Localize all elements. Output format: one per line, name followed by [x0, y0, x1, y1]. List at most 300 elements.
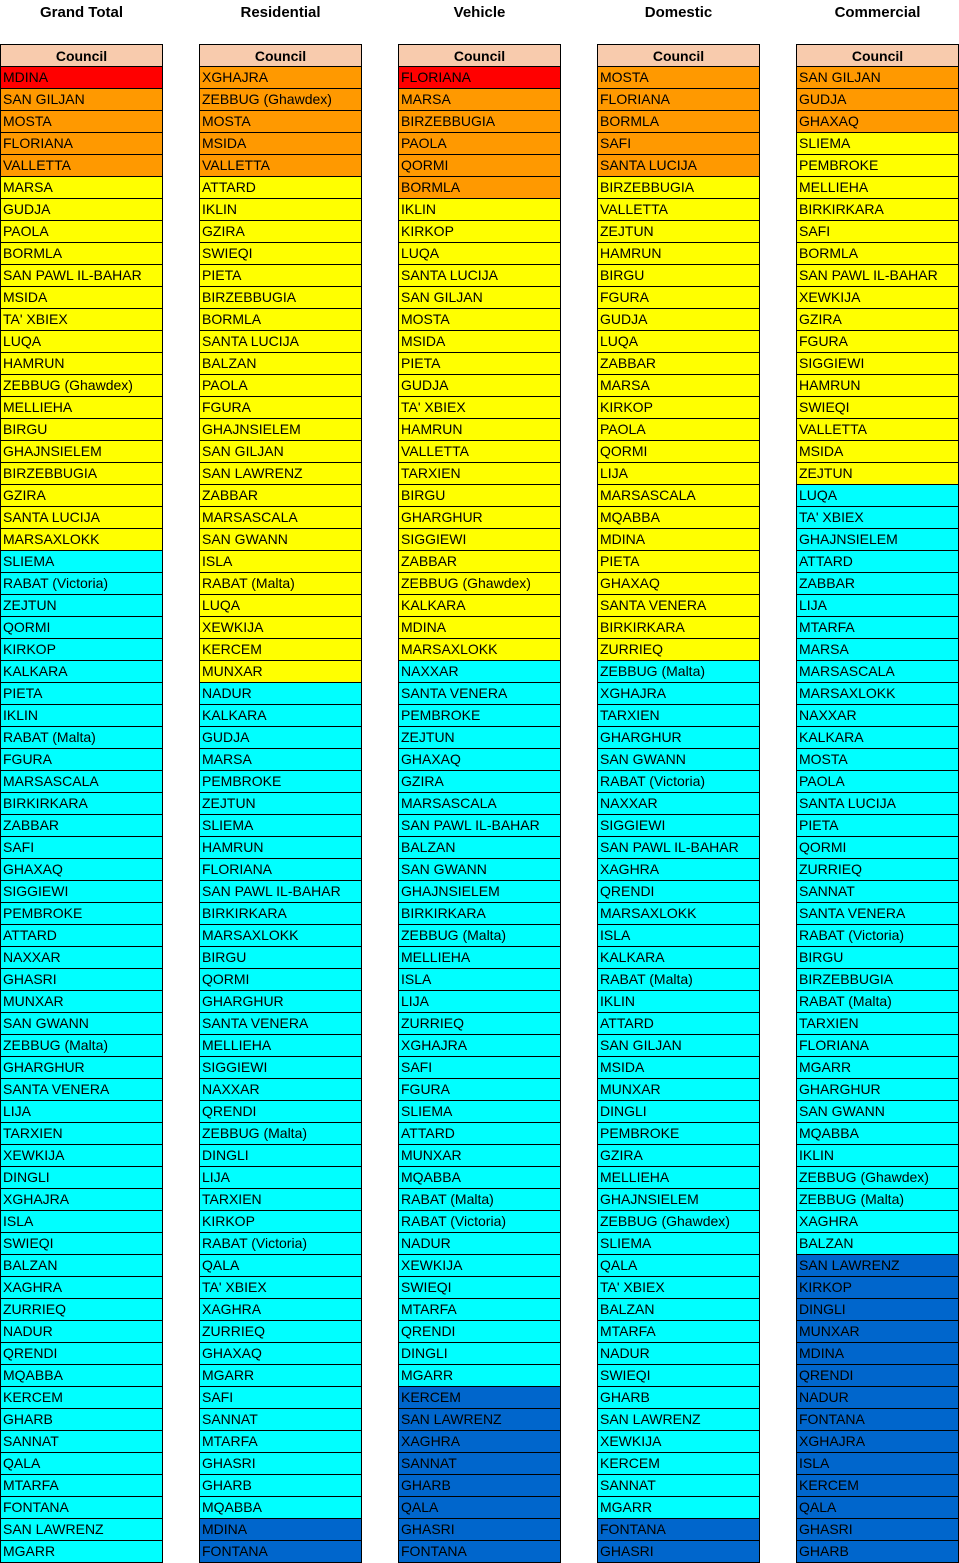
- council-row: SAN PAWL IL-BAHAR: [797, 265, 958, 287]
- council-row: ZEBBUG (Ghawdex): [797, 1167, 958, 1189]
- council-row: SLIEMA: [399, 1101, 560, 1123]
- council-row: SAN GWANN: [200, 529, 361, 551]
- council-row: PIETA: [797, 815, 958, 837]
- council-row: ATTARD: [1, 925, 162, 947]
- council-row: MARSAXLOKK: [399, 639, 560, 661]
- council-row: QRENDI: [200, 1101, 361, 1123]
- column-header: Council: [1, 45, 162, 67]
- council-row: MSIDA: [797, 441, 958, 463]
- council-row: KERCEM: [200, 639, 361, 661]
- council-row: ISLA: [1, 1211, 162, 1233]
- council-row: LIJA: [399, 991, 560, 1013]
- council-row: RABAT (Victoria): [200, 1233, 361, 1255]
- council-row: MTARFA: [797, 617, 958, 639]
- council-row: ZEBBUG (Malta): [399, 925, 560, 947]
- table-title: Domestic: [644, 4, 713, 21]
- council-row: FLORIANA: [399, 67, 560, 89]
- council-row: MELLIEHA: [1, 397, 162, 419]
- council-row: GZIRA: [399, 771, 560, 793]
- council-row: PIETA: [598, 551, 759, 573]
- council-row: SAN GILJAN: [399, 287, 560, 309]
- council-list: [796, 44, 959, 1563]
- council-row: PEMBROKE: [1, 903, 162, 925]
- council-row: KALKARA: [797, 727, 958, 749]
- council-row: HAMRUN: [1, 353, 162, 375]
- council-row: RABAT (Victoria): [399, 1211, 560, 1233]
- council-row: VALLETTA: [200, 155, 361, 177]
- table-title: Grand Total: [39, 4, 124, 21]
- council-row: TA' XBIEX: [399, 397, 560, 419]
- council-list: [398, 44, 561, 1563]
- council-row: BIRZEBBUGIA: [1, 463, 162, 485]
- council-row: BIRKIRKARA: [200, 903, 361, 925]
- council-row: GUDJA: [200, 727, 361, 749]
- council-row: PAOLA: [1, 221, 162, 243]
- council-row: KIRKOP: [200, 1211, 361, 1233]
- council-row: SAFI: [797, 221, 958, 243]
- council-row: MDINA: [598, 529, 759, 551]
- council-row: TA' XBIEX: [200, 1277, 361, 1299]
- council-row: NAXXAR: [1, 947, 162, 969]
- council-row: SAN GWANN: [1, 1013, 162, 1035]
- council-row: GZIRA: [598, 1145, 759, 1167]
- council-row: MQABBA: [1, 1365, 162, 1387]
- council-row: SIGGIEWI: [399, 529, 560, 551]
- council-row: MTARFA: [598, 1321, 759, 1343]
- council-row: MOSTA: [200, 111, 361, 133]
- council-row: QRENDI: [1, 1343, 162, 1365]
- council-row: SLIEMA: [200, 815, 361, 837]
- council-row: SANTA LUCIJA: [598, 155, 759, 177]
- council-row: FGURA: [1, 749, 162, 771]
- council-row: SIGGIEWI: [598, 815, 759, 837]
- council-row: ZEBBUG (Malta): [598, 661, 759, 683]
- council-row: TARXIEN: [1, 1123, 162, 1145]
- council-row: XEWKIJA: [1, 1145, 162, 1167]
- council-row: FLORIANA: [1, 133, 162, 155]
- council-row: SANTA LUCIJA: [1, 507, 162, 529]
- council-row: KERCEM: [598, 1453, 759, 1475]
- council-row: NAXXAR: [797, 705, 958, 727]
- council-row: NADUR: [200, 683, 361, 705]
- council-row: FONTANA: [200, 1541, 361, 1563]
- council-row: MELLIEHA: [797, 177, 958, 199]
- council-row: GHAJNSIELEM: [797, 529, 958, 551]
- council-row: DINGLI: [1, 1167, 162, 1189]
- council-row: MTARFA: [399, 1299, 560, 1321]
- council-row: HAMRUN: [399, 419, 560, 441]
- council-row: MARSA: [598, 375, 759, 397]
- council-row: SIGGIEWI: [200, 1057, 361, 1079]
- council-row: ZURRIEQ: [797, 859, 958, 881]
- council-row: MQABBA: [598, 507, 759, 529]
- council-row: MUNXAR: [399, 1145, 560, 1167]
- council-row: BIRZEBBUGIA: [200, 287, 361, 309]
- council-row: SAN LAWRENZ: [200, 463, 361, 485]
- council-row: SAFI: [200, 1387, 361, 1409]
- council-row: QALA: [200, 1255, 361, 1277]
- council-row: FONTANA: [1, 1497, 162, 1519]
- council-row: SAN GWANN: [399, 859, 560, 881]
- council-row: LIJA: [1, 1101, 162, 1123]
- column-header: Council: [598, 45, 759, 67]
- council-row: RABAT (Malta): [399, 1189, 560, 1211]
- council-row: ZEJTUN: [797, 463, 958, 485]
- council-list: [199, 44, 362, 1563]
- council-row: TARXIEN: [598, 705, 759, 727]
- council-row: ISLA: [399, 969, 560, 991]
- council-row: BALZAN: [1, 1255, 162, 1277]
- council-row: NAXXAR: [399, 661, 560, 683]
- council-row: ZURRIEQ: [1, 1299, 162, 1321]
- council-row: GUDJA: [598, 309, 759, 331]
- council-row: SANNAT: [797, 881, 958, 903]
- council-row: QRENDI: [598, 881, 759, 903]
- council-row: QRENDI: [399, 1321, 560, 1343]
- council-row: MGARR: [1, 1541, 162, 1563]
- council-row: BORMLA: [200, 309, 361, 331]
- council-row: BIRGU: [1, 419, 162, 441]
- council-row: MARSAXLOKK: [1, 529, 162, 551]
- council-row: PEMBROKE: [200, 771, 361, 793]
- council-row: QORMI: [1, 617, 162, 639]
- council-row: MSIDA: [399, 331, 560, 353]
- council-row: KERCEM: [1, 1387, 162, 1409]
- council-row: KIRKOP: [598, 397, 759, 419]
- council-list: [0, 44, 163, 1563]
- council-row: MQABBA: [797, 1123, 958, 1145]
- council-row: MELLIEHA: [598, 1167, 759, 1189]
- council-row: GHAJNSIELEM: [399, 881, 560, 903]
- council-row: XGHAJRA: [399, 1035, 560, 1057]
- council-row: FGURA: [399, 1079, 560, 1101]
- council-row: GHAXAQ: [598, 573, 759, 595]
- council-row: SAFI: [399, 1057, 560, 1079]
- council-row: TARXIEN: [200, 1189, 361, 1211]
- council-row: BIRGU: [200, 947, 361, 969]
- council-row: ZEBBUG (Malta): [1, 1035, 162, 1057]
- council-row: VALLETTA: [797, 419, 958, 441]
- council-row: KIRKOP: [1, 639, 162, 661]
- council-row: HAMRUN: [797, 375, 958, 397]
- council-row: ISLA: [598, 925, 759, 947]
- council-row: KALKARA: [399, 595, 560, 617]
- council-row: LUQA: [598, 331, 759, 353]
- council-row: MSIDA: [200, 133, 361, 155]
- council-row: ZEJTUN: [1, 595, 162, 617]
- council-row: MDINA: [797, 1343, 958, 1365]
- council-row: QALA: [399, 1497, 560, 1519]
- council-row: GHASRI: [598, 1541, 759, 1563]
- council-row: SAN PAWL IL-BAHAR: [399, 815, 560, 837]
- council-row: GHARGHUR: [797, 1079, 958, 1101]
- council-row: MARSASCALA: [399, 793, 560, 815]
- council-row: BALZAN: [200, 353, 361, 375]
- council-row: SANNAT: [598, 1475, 759, 1497]
- council-row: TARXIEN: [797, 1013, 958, 1035]
- council-row: GUDJA: [1, 199, 162, 221]
- council-row: MOSTA: [797, 749, 958, 771]
- council-row: PEMBROKE: [399, 705, 560, 727]
- council-row: ZEBBUG (Ghawdex): [200, 89, 361, 111]
- council-row: BIRGU: [399, 485, 560, 507]
- council-row: DINGLI: [399, 1343, 560, 1365]
- council-row: SAN LAWRENZ: [598, 1409, 759, 1431]
- council-row: MARSASCALA: [598, 485, 759, 507]
- council-row: MTARFA: [200, 1431, 361, 1453]
- council-row: MUNXAR: [598, 1079, 759, 1101]
- council-row: BORMLA: [399, 177, 560, 199]
- council-row: FLORIANA: [797, 1035, 958, 1057]
- council-row: SLIEMA: [797, 133, 958, 155]
- council-row: RABAT (Malta): [200, 573, 361, 595]
- council-row: KERCEM: [399, 1387, 560, 1409]
- column-header: Council: [200, 45, 361, 67]
- council-row: XGHAJRA: [797, 1431, 958, 1453]
- council-row: PIETA: [200, 265, 361, 287]
- council-row: PIETA: [1, 683, 162, 705]
- council-row: RABAT (Malta): [598, 969, 759, 991]
- council-row: IKLIN: [797, 1145, 958, 1167]
- council-row: PAOLA: [399, 133, 560, 155]
- council-row: FGURA: [598, 287, 759, 309]
- council-row: XAGHRA: [200, 1299, 361, 1321]
- council-row: BIRGU: [598, 265, 759, 287]
- council-list: [597, 44, 760, 1563]
- council-row: SAN LAWRENZ: [797, 1255, 958, 1277]
- council-row: SANTA VENERA: [598, 595, 759, 617]
- council-row: BORMLA: [1, 243, 162, 265]
- council-row: LUQA: [200, 595, 361, 617]
- council-row: MELLIEHA: [200, 1035, 361, 1057]
- council-row: SAFI: [598, 133, 759, 155]
- council-row: SAN LAWRENZ: [1, 1519, 162, 1541]
- council-row: ZABBAR: [1, 815, 162, 837]
- council-row: SAN LAWRENZ: [399, 1409, 560, 1431]
- council-row: DINGLI: [200, 1145, 361, 1167]
- council-row: MDINA: [200, 1519, 361, 1541]
- council-row: MUNXAR: [797, 1321, 958, 1343]
- council-row: MARSAXLOKK: [797, 683, 958, 705]
- council-row: QALA: [797, 1497, 958, 1519]
- council-row: SAN PAWL IL-BAHAR: [200, 881, 361, 903]
- council-row: KIRKOP: [399, 221, 560, 243]
- council-row: BIRZEBBUGIA: [797, 969, 958, 991]
- council-row: ZEBBUG (Malta): [200, 1123, 361, 1145]
- council-row: GZIRA: [797, 309, 958, 331]
- council-row: LUQA: [797, 485, 958, 507]
- council-row: ZEJTUN: [598, 221, 759, 243]
- council-row: SAN GWANN: [797, 1101, 958, 1123]
- council-row: SANNAT: [399, 1453, 560, 1475]
- council-row: SIGGIEWI: [797, 353, 958, 375]
- council-row: BIRGU: [797, 947, 958, 969]
- council-row: TA' XBIEX: [797, 507, 958, 529]
- council-row: SANTA LUCIJA: [200, 331, 361, 353]
- council-row: BIRKIRKARA: [399, 903, 560, 925]
- council-row: ZEJTUN: [200, 793, 361, 815]
- council-row: FONTANA: [598, 1519, 759, 1541]
- council-row: GHARB: [1, 1409, 162, 1431]
- council-row: MARSA: [200, 749, 361, 771]
- council-row: SWIEQI: [1, 1233, 162, 1255]
- council-row: XGHAJRA: [1, 1189, 162, 1211]
- council-row: QALA: [598, 1255, 759, 1277]
- council-row: BIRKIRKARA: [598, 617, 759, 639]
- council-row: QRENDI: [797, 1365, 958, 1387]
- council-row: GHAXAQ: [1, 859, 162, 881]
- council-row: XAGHRA: [598, 859, 759, 881]
- council-row: ZURRIEQ: [200, 1321, 361, 1343]
- council-row: SLIEMA: [1, 551, 162, 573]
- council-row: GHARB: [797, 1541, 958, 1563]
- council-row: KALKARA: [1, 661, 162, 683]
- council-row: SANTA VENERA: [200, 1013, 361, 1035]
- council-row: GHARGHUR: [598, 727, 759, 749]
- council-row: SANTA VENERA: [797, 903, 958, 925]
- council-row: LIJA: [797, 595, 958, 617]
- council-row: GZIRA: [200, 221, 361, 243]
- council-row: ZABBAR: [598, 353, 759, 375]
- council-row: FONTANA: [399, 1541, 560, 1563]
- council-row: ZABBAR: [797, 573, 958, 595]
- council-row: MOSTA: [598, 67, 759, 89]
- council-row: GHARB: [200, 1475, 361, 1497]
- council-row: RABAT (Victoria): [1, 573, 162, 595]
- council-row: MARSASCALA: [200, 507, 361, 529]
- council-row: MDINA: [399, 617, 560, 639]
- council-row: MSIDA: [1, 287, 162, 309]
- council-row: GUDJA: [399, 375, 560, 397]
- council-row: QORMI: [797, 837, 958, 859]
- council-row: GHASRI: [1, 969, 162, 991]
- council-row: HAMRUN: [598, 243, 759, 265]
- council-row: KERCEM: [797, 1475, 958, 1497]
- council-row: MARSA: [797, 639, 958, 661]
- council-row: XEWKIJA: [598, 1431, 759, 1453]
- council-row: GUDJA: [797, 89, 958, 111]
- council-row: NADUR: [399, 1233, 560, 1255]
- column-header: Council: [399, 45, 560, 67]
- council-row: GHAXAQ: [200, 1343, 361, 1365]
- council-row: TARXIEN: [399, 463, 560, 485]
- council-row: SANTA VENERA: [399, 683, 560, 705]
- council-row: HAMRUN: [200, 837, 361, 859]
- table-title: Commercial: [834, 4, 921, 21]
- council-row: MGARR: [797, 1057, 958, 1079]
- council-row: RABAT (Victoria): [598, 771, 759, 793]
- council-row: NAXXAR: [200, 1079, 361, 1101]
- council-row: MDINA: [1, 67, 162, 89]
- council-row: SWIEQI: [797, 397, 958, 419]
- council-row: NAXXAR: [598, 793, 759, 815]
- council-row: PAOLA: [598, 419, 759, 441]
- council-row: SAFI: [1, 837, 162, 859]
- council-row: NADUR: [1, 1321, 162, 1343]
- council-row: VALLETTA: [598, 199, 759, 221]
- council-row: DINGLI: [797, 1299, 958, 1321]
- council-row: MARSAXLOKK: [200, 925, 361, 947]
- table-title: Residential: [240, 4, 321, 21]
- council-row: QORMI: [598, 441, 759, 463]
- council-row: GZIRA: [1, 485, 162, 507]
- council-row: GHAXAQ: [797, 111, 958, 133]
- council-row: XGHAJRA: [200, 67, 361, 89]
- council-row: BALZAN: [797, 1233, 958, 1255]
- council-row: ATTARD: [399, 1123, 560, 1145]
- council-row: QORMI: [399, 155, 560, 177]
- council-row: LIJA: [598, 463, 759, 485]
- council-row: FGURA: [797, 331, 958, 353]
- council-row: IKLIN: [399, 199, 560, 221]
- council-row: XEWKIJA: [797, 287, 958, 309]
- council-row: GHARGHUR: [399, 507, 560, 529]
- council-row: RABAT (Malta): [797, 991, 958, 1013]
- council-row: FGURA: [200, 397, 361, 419]
- council-row: SIGGIEWI: [1, 881, 162, 903]
- council-row: SWIEQI: [598, 1365, 759, 1387]
- council-row: MGARR: [598, 1497, 759, 1519]
- council-row: GHASRI: [399, 1519, 560, 1541]
- council-row: SANTA VENERA: [1, 1079, 162, 1101]
- council-row: VALLETTA: [1, 155, 162, 177]
- council-row: ISLA: [797, 1453, 958, 1475]
- council-row: RABAT (Victoria): [797, 925, 958, 947]
- council-row: BIRKIRKARA: [1, 793, 162, 815]
- council-row: GHARB: [399, 1475, 560, 1497]
- council-row: KIRKOP: [797, 1277, 958, 1299]
- council-row: SLIEMA: [598, 1233, 759, 1255]
- council-row: MARSA: [1, 177, 162, 199]
- council-row: XEWKIJA: [200, 617, 361, 639]
- council-row: MTARFA: [1, 1475, 162, 1497]
- council-row: SWIEQI: [399, 1277, 560, 1299]
- council-row: MOSTA: [1, 111, 162, 133]
- council-row: MQABBA: [399, 1167, 560, 1189]
- council-row: MSIDA: [598, 1057, 759, 1079]
- council-row: MGARR: [399, 1365, 560, 1387]
- council-row: ZABBAR: [200, 485, 361, 507]
- council-row: MGARR: [200, 1365, 361, 1387]
- council-row: PEMBROKE: [598, 1123, 759, 1145]
- council-row: TA' XBIEX: [598, 1277, 759, 1299]
- council-row: XAGHRA: [399, 1431, 560, 1453]
- table-title: Vehicle: [453, 4, 506, 21]
- council-row: SANNAT: [1, 1431, 162, 1453]
- council-row: GHARGHUR: [1, 1057, 162, 1079]
- council-row: BIRZEBBUGIA: [598, 177, 759, 199]
- council-row: ZEBBUG (Ghawdex): [598, 1211, 759, 1233]
- council-row: VALLETTA: [399, 441, 560, 463]
- council-row: SAN GILJAN: [1, 89, 162, 111]
- council-row: SANTA LUCIJA: [399, 265, 560, 287]
- council-row: GHASRI: [200, 1453, 361, 1475]
- council-row: LIJA: [200, 1167, 361, 1189]
- council-row: PIETA: [399, 353, 560, 375]
- council-row: KALKARA: [598, 947, 759, 969]
- council-row: GHAJNSIELEM: [598, 1189, 759, 1211]
- council-row: QORMI: [200, 969, 361, 991]
- council-row: LUQA: [1, 331, 162, 353]
- council-row: FONTANA: [797, 1409, 958, 1431]
- council-row: SANTA LUCIJA: [797, 793, 958, 815]
- council-row: ATTARD: [598, 1013, 759, 1035]
- council-row: GHARB: [598, 1387, 759, 1409]
- column-header: Council: [797, 45, 958, 67]
- council-row: XGHAJRA: [598, 683, 759, 705]
- council-row: LUQA: [399, 243, 560, 265]
- council-row: MOSTA: [399, 309, 560, 331]
